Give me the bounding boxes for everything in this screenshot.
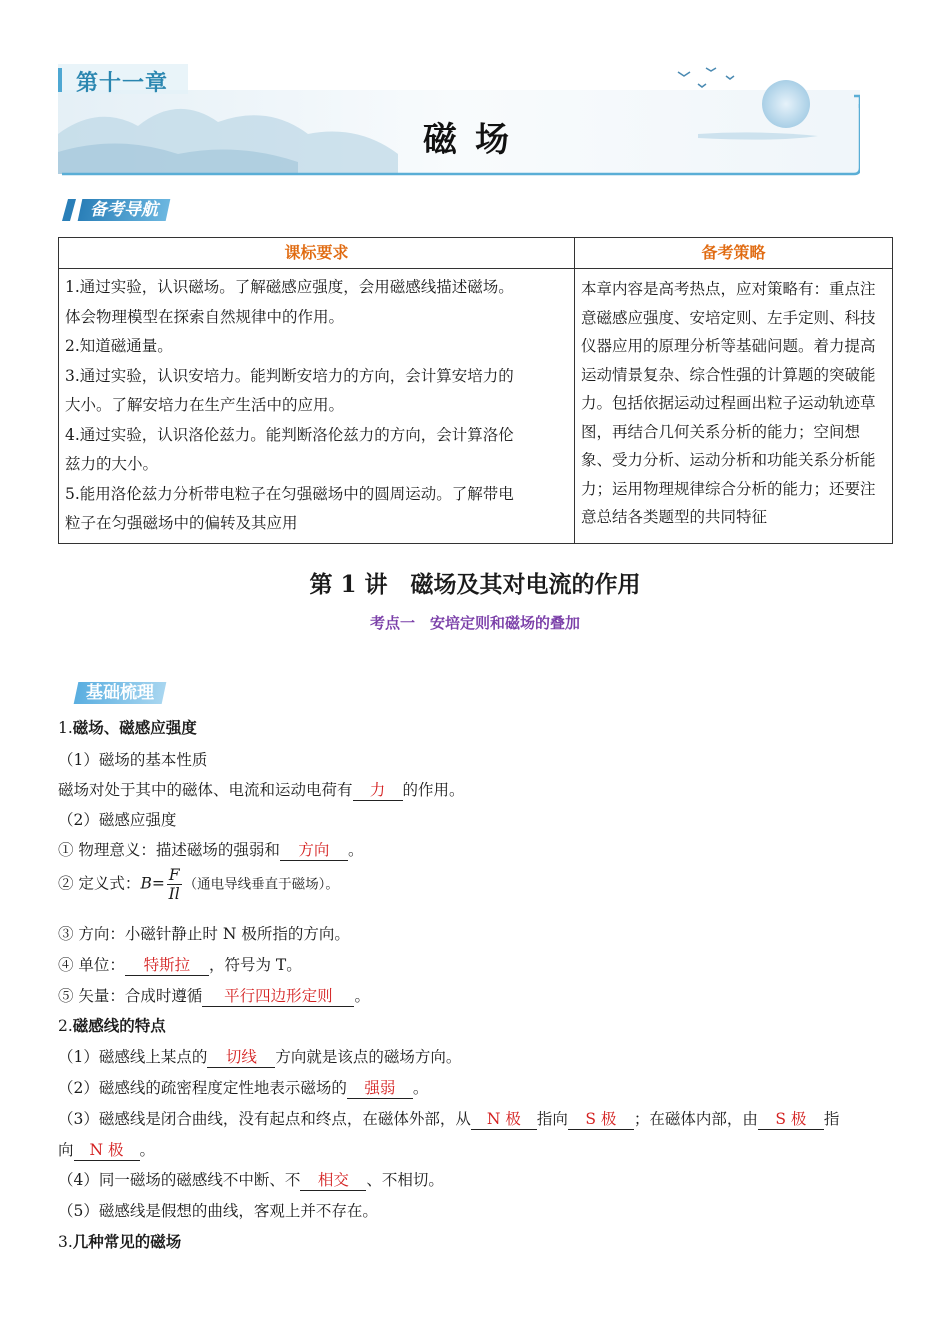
text: （通电导线垂直于磁场）。 <box>183 876 339 893</box>
strategy-header: 备考策略 <box>575 238 893 269</box>
text: 方向就是该点的磁场方向。 <box>275 1048 462 1066</box>
content-line: ③ 方向：小磁针静止时 N 极所指的方向。 <box>58 925 350 943</box>
content-line <box>58 1138 155 1161</box>
requirement-line: 3.通过实验，认识安培力。能判断安培力的方向，会计算安培力的 <box>65 366 514 385</box>
section-number: 2. <box>58 1017 73 1035</box>
strategy-line: 运动情景复杂、综合性强的计算题的突破能 <box>581 365 876 384</box>
text: 指向 <box>536 1110 568 1128</box>
answer-blank: N 极 <box>471 1107 537 1130</box>
section-2-heading <box>58 1014 166 1036</box>
section-number: 1. <box>58 719 73 737</box>
strategy-cell <box>575 269 893 544</box>
content-line <box>58 778 465 801</box>
content-line: （2）磁感应强度 <box>58 811 177 829</box>
text: ① 物理意义：描述磁场的强弱和 <box>58 841 280 859</box>
section-title: 几种常见的磁场 <box>72 1233 182 1251</box>
requirement-line: 1.通过实验，认识磁场。了解磁感应强度，会用磁感线描述磁场。 <box>65 278 514 296</box>
content-line: （1）磁场的基本性质 <box>58 751 208 769</box>
chapter-title: 磁场 <box>423 120 527 160</box>
strategy-line: 仪器应用的原理分析等基础问题。着力提高 <box>581 337 876 355</box>
text: ⑤ 矢量：合成时遵循 <box>58 987 203 1005</box>
lecture-title: 第 1 讲 磁场及其对电流的作用 <box>309 571 641 598</box>
text: 的作用。 <box>402 781 465 799</box>
text: 。 <box>354 987 370 1005</box>
strategy-line: 力；运用物理规律综合分析的能力；还要注 <box>581 479 876 498</box>
nav-tag-icon <box>62 199 78 225</box>
section-title: 磁场、磁感应强度 <box>72 719 197 737</box>
requirement-line: 粒子在匀强磁场中的偏转及其应用 <box>65 514 298 532</box>
formula-symbol: B <box>140 874 152 893</box>
requirement-line: 大小。了解安培力在生产生活中的应用。 <box>65 396 345 414</box>
content-line <box>58 1168 444 1191</box>
text: 。 <box>139 1141 156 1159</box>
formula-fraction <box>167 866 182 903</box>
text: （2）磁感线的疏密程度定性地表示磁场的 <box>58 1079 347 1097</box>
text: （4）同一磁场的磁感线不中断、不 <box>58 1171 301 1189</box>
chapter-label: 第十一章 <box>76 71 169 96</box>
answer-blank: 相交 <box>300 1168 366 1191</box>
section-title: 磁感线的特点 <box>72 1017 166 1035</box>
answer-blank: 方向 <box>280 838 348 861</box>
text: （1）磁感线上某点的 <box>58 1048 208 1066</box>
text: 磁场对处于其中的磁体、电流和运动电荷有 <box>58 781 353 799</box>
topic-title: 考点一 安培定则和磁场的叠加 <box>369 614 580 632</box>
content-line <box>58 953 302 976</box>
text: ；在磁体内部，由 <box>633 1110 758 1128</box>
text: 指 <box>823 1110 840 1128</box>
text: ② 定义式： <box>58 874 141 893</box>
section-1-heading <box>58 716 197 738</box>
strategy-line: 图，再结合几何关系分析的能力；空间想 <box>581 422 861 441</box>
requirement-line: 体会物理模型在探索自然规律中的作用。 <box>65 307 345 326</box>
section-number: 3. <box>58 1233 73 1251</box>
text: 、不相切。 <box>366 1171 444 1189</box>
requirement-line: 兹力的大小。 <box>65 455 159 473</box>
text: ，符号为 T。 <box>208 956 302 974</box>
answer-blank: 力 <box>353 778 403 801</box>
text: （3）磁感线是闭合曲线，没有起点和终点，在磁体外部，从 <box>58 1110 471 1128</box>
section-3-heading <box>58 1230 181 1252</box>
requirements-header: 课标要求 <box>59 238 575 269</box>
nav-section-tag: 备考导航 <box>78 199 171 221</box>
requirement-line: 2.知道磁通量。 <box>65 337 173 355</box>
strategy-line: 意磁感应强度、安培定则、左手定则、科技 <box>581 308 876 327</box>
answer-blank: 特斯拉 <box>125 953 209 976</box>
answer-blank: N 极 <box>74 1138 140 1161</box>
requirement-line: 4.通过实验，认识洛伦兹力。能判断洛伦兹力的方向，会计算洛伦 <box>65 425 514 444</box>
content-line <box>58 838 363 861</box>
fraction-numerator: F <box>168 866 180 884</box>
requirements-table <box>58 237 893 544</box>
basics-section-tag: 基础梳理 <box>74 682 167 704</box>
answer-blank: 强弱 <box>347 1076 413 1099</box>
answer-blank: 切线 <box>207 1045 275 1068</box>
strategy-line: 象、受力分析、运动分析和功能关系分析能 <box>581 451 876 469</box>
text: 。 <box>347 841 364 859</box>
equals-sign: = <box>151 874 165 893</box>
content-line <box>58 1107 839 1130</box>
content-line <box>58 1076 428 1099</box>
strategy-line: 意总结各类题型的共同特征 <box>581 508 768 526</box>
text: 。 <box>412 1079 429 1097</box>
strategy-line: 力。包括依据运动过程画出粒子运动轨迹草 <box>581 394 876 412</box>
text: ④ 单位： <box>58 956 125 974</box>
content-line <box>58 984 370 1007</box>
fraction-denominator: Il <box>168 885 180 903</box>
strategy-line: 本章内容是高考热点，应对策略有：重点注 <box>581 280 876 298</box>
content-line <box>58 1045 461 1068</box>
answer-blank: 平行四边形定则 <box>202 984 354 1007</box>
requirement-line: 5.能用洛伦兹力分析带电粒子在匀强磁场中的圆周运动。了解带电 <box>65 484 514 503</box>
content-line: （5）磁感线是假想的曲线，客观上并不存在。 <box>58 1202 378 1220</box>
answer-blank: S 极 <box>568 1107 634 1130</box>
text: 向 <box>58 1141 74 1159</box>
definition-formula-line <box>58 866 339 903</box>
answer-blank: S 极 <box>758 1107 824 1130</box>
requirements-cell <box>59 269 575 544</box>
